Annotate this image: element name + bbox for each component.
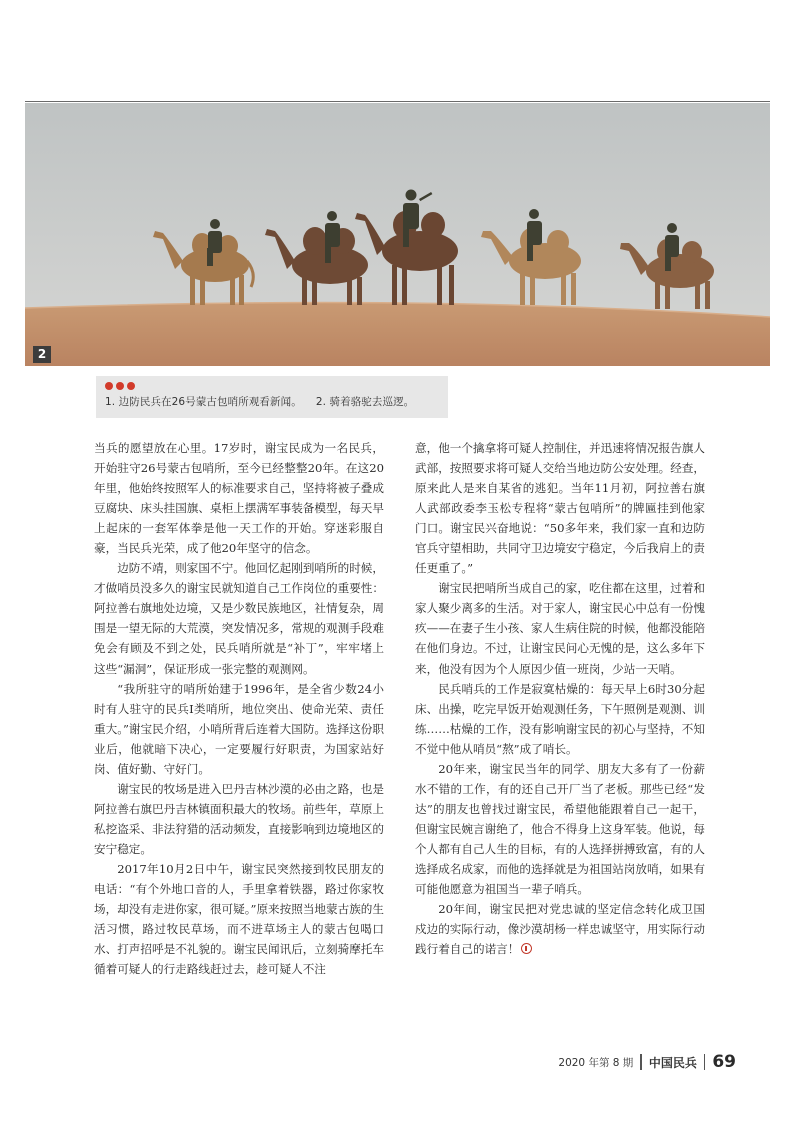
photo-illustration xyxy=(25,103,770,366)
paragraph-final xyxy=(415,899,705,959)
dot-icon xyxy=(105,382,113,390)
paragraph: 20年来，谢宝民当年的同学、朋友大多有了一份薪水不错的工作，有的还自己开厂当了老板。那些已经“发达”的朋友也曾找过谢宝民，希望他能跟着自己一起干，但谢宝民婉言谢绝了，他合不得身上这身军装。他说，每个人都有自己人生的目标，有的人选择拼搏致富，有的人选择成名成家，而他的选择就是为祖国站岗放哨，如果有可能他愿意为祖国当一辈子哨兵。 xyxy=(415,761,705,897)
footer-divider xyxy=(704,1054,706,1070)
page-footer xyxy=(558,1052,736,1072)
paragraph: 当兵的愿望放在心里。17岁时，谢宝民成为一名民兵，开始驻守26号蒙古包哨所，至今已经整整20年。在这20年里，他始终按照军人的标准要求自己，坚持将被子叠成豆腐块、床头挂国旗、桌柜上摆满军事装备模型，每天早上起床的一套军体拳是他一天工作的开始。穿迷彩服自豪，当民兵光荣，成了他20年坚守的信念。 xyxy=(94,441,384,556)
caption-item-1: 1. 边防民兵在26号蒙古包哨所观看新闻。 xyxy=(105,396,302,408)
article-column-left xyxy=(94,438,384,979)
caption-dots xyxy=(105,381,448,391)
caption-item-2: 2. 骑着骆驼去巡逻。 xyxy=(315,396,415,408)
paragraph: 谢宝民把哨所当成自己的家，吃住都在这里，过着和家人聚少离多的生活。对于家人，谢宝民心中总有一份愧疚——在妻子生小孩、家人生病住院的时候，他都没能陪在他们身边。不过，让谢宝民问心无愧的是，这么多年下来，他没有因为个人原因少值一班岗，少站一天哨。 xyxy=(415,581,705,676)
photo-number-badge: 2 xyxy=(33,346,51,363)
paragraph: 谢宝民的牧场是进入巴丹吉林沙漠的必由之路，也是阿拉善右旗巴丹吉林镇面积最大的牧场。前些年，草原上私挖盗采、非法狩猎的活动频发，直接影响到边境地区的安宁稳定。 xyxy=(94,781,384,856)
page-number: 69 xyxy=(712,1052,736,1072)
dot-icon xyxy=(127,382,135,390)
camel-patrol-photo xyxy=(25,103,770,366)
article-column-right xyxy=(415,438,705,959)
photo-caption xyxy=(96,376,448,418)
dot-icon xyxy=(116,382,124,390)
end-mark-icon xyxy=(521,943,532,954)
magazine-name: 中国民兵 xyxy=(648,1055,697,1070)
paragraph: “我所驻守的哨所始建于1996年，是全省少数24小时有人驻守的民兵Ⅰ类哨所，地位突出、使命光荣、责任重大。”谢宝民介绍，小哨所背后连着大国防。选择这份职业后，他就暗下决心，一定要履行好职责，为国家站好岗、值好勤、守好门。 xyxy=(94,681,384,776)
issue-label: 2020 年第 8 期 xyxy=(558,1056,634,1069)
sand-dune xyxy=(25,303,770,366)
final-text: 20年间，谢宝民把对党忠诚的坚定信念转化成卫国戍边的实际行动，像沙漠胡杨一样忠诚坚守，用实际行动践行着自己的诺言！ xyxy=(415,902,705,957)
paragraph: 民兵哨兵的工作是寂寞枯燥的：每天早上6时30分起床、出操，吃完早饭开始观测任务，下午照例是观测、训练……枯燥的工作，没有影响谢宝民的初心与坚持，不知不觉中他从哨员“熬”成了哨长。 xyxy=(415,681,705,756)
footer-divider xyxy=(640,1054,642,1070)
header-rule xyxy=(25,101,770,102)
paragraph: 边防不靖，则家国不宁。他回忆起刚到哨所的时候，才做哨员没多久的谢宝民就知道自己工作岗位的重要性：阿拉善右旗地处边境，又是少数民族地区，社情复杂，周围是一望无际的大荒漠，突发情况多，常规的观测手段难免会有顾及不到之处，民兵哨所就是“补丁”，牢牢堵上这些“漏洞”，保证形成一张完整的观测网。 xyxy=(94,561,384,676)
paragraph: 2017年10月2日中午，谢宝民突然接到牧民朋友的电话：“有个外地口音的人，手里拿着铁器，路过你家牧场，却没有走进你家，很可疑。”原来按照当地蒙古族的生活习惯，路过牧民草场，而不进草场主人的蒙古包喝口水、打声招呼是不礼貌的。谢宝民闻讯后，立刻骑摩托车循着可疑人的行走路线赶过去，趁可疑人不注 xyxy=(94,861,384,977)
caption-text xyxy=(105,394,448,409)
paragraph: 意，他一个擒拿将可疑人控制住，并迅速将情况报告旗人武部，按照要求将可疑人交给当地边防公安处理。经查，原来此人是来自某省的逃犯。当年11月初，阿拉善右旗人武部政委李玉松专程将“蒙古包哨所”的牌匾挂到他家门口。谢宝民兴奋地说：“50多年来，我们家一直和边防官兵守望相助，共同守卫边境安宁稳定，今后我肩上的责任更重了。” xyxy=(415,441,705,576)
